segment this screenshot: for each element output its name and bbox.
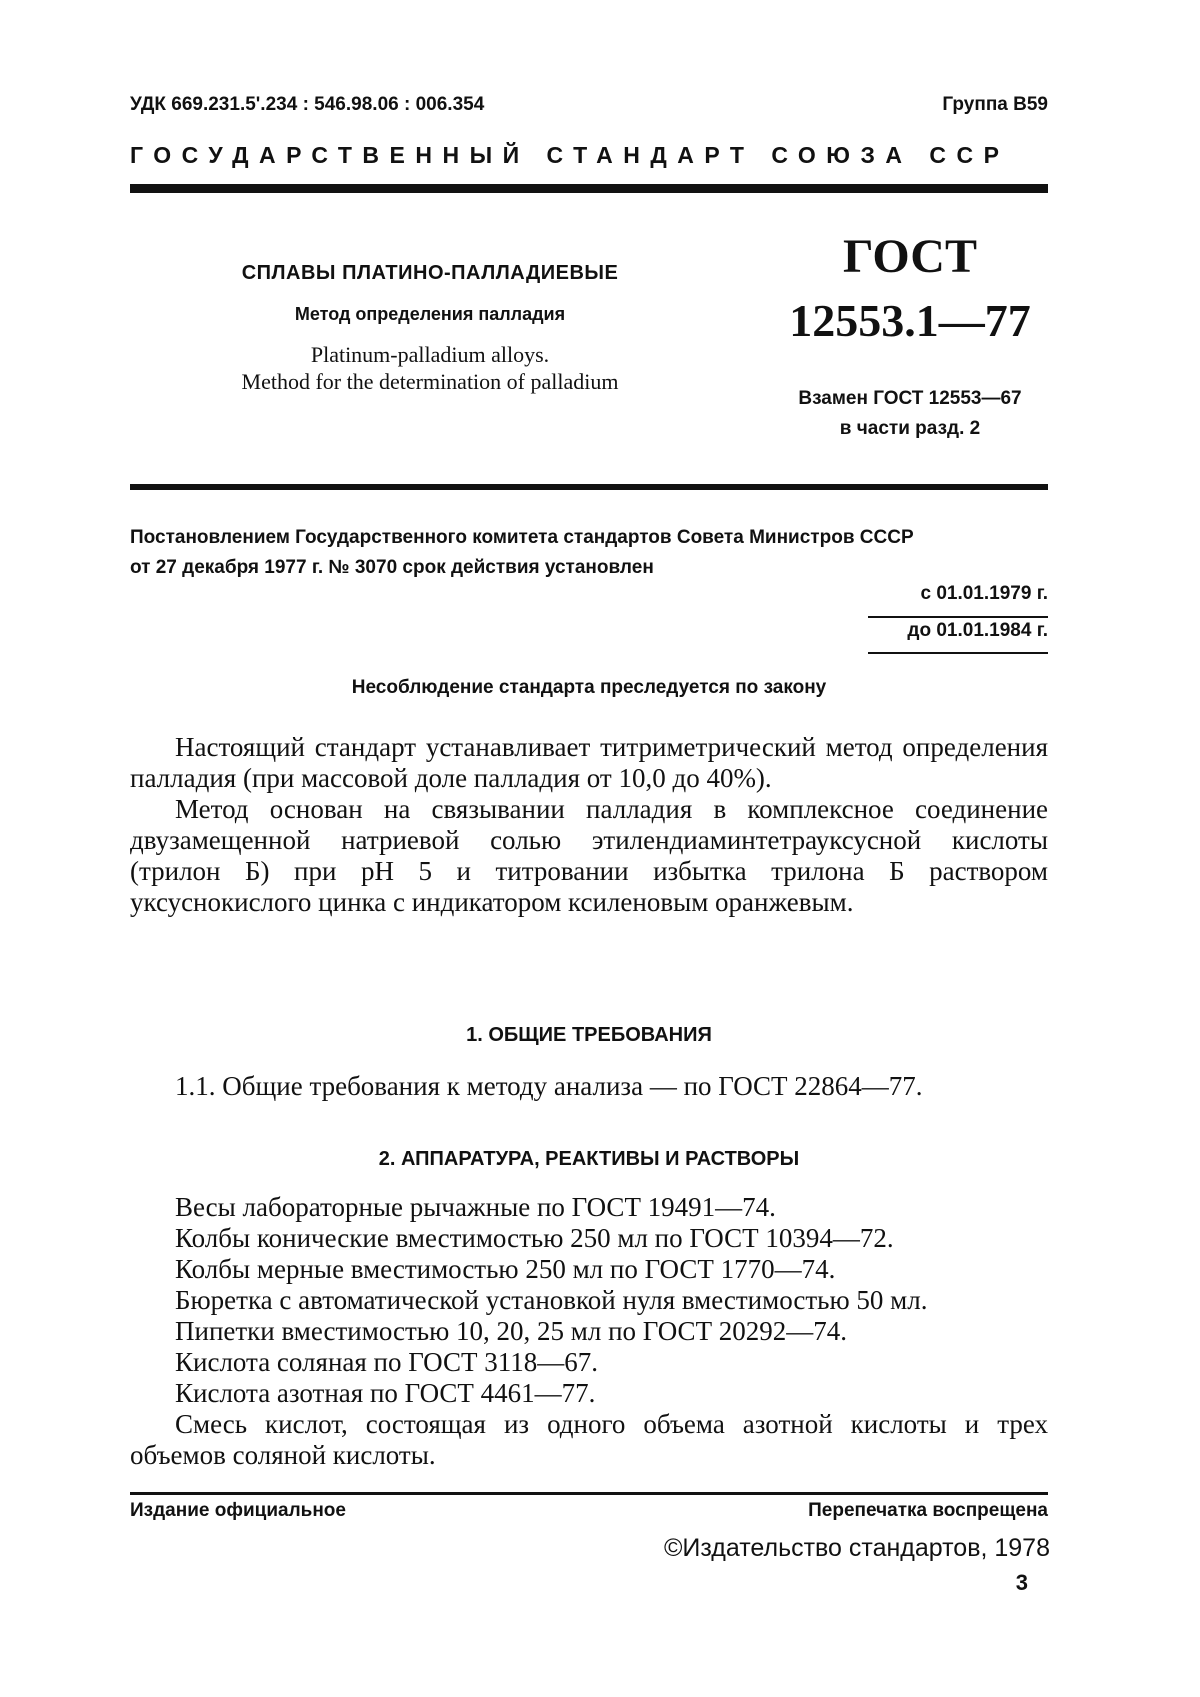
- footer-rule: [130, 1492, 1048, 1495]
- udk-code: УДК 669.231.5'.234 : 546.98.06 : 006.354: [130, 94, 485, 115]
- date-rule-2: [868, 652, 1048, 654]
- list-item: Пипетки вместимостью 10, 20, 25 мл по ГОСТ 20292—74.: [175, 1316, 848, 1346]
- law-notice: Несоблюдение стандарта преследуется по закону: [351, 677, 827, 698]
- title-block: [130, 262, 730, 395]
- title-en: [130, 341, 730, 395]
- gost-label: ГОСТ: [843, 230, 977, 283]
- intro-paragraph-2: Метод основан на связывании палладия в комплексное соединение двузамещенной натриевой солью этилендиаминтетрауксусной кислоты (трилон Б) при pH 5 и титровании избытка трилона Б раствором уксуснокислого цинка с индикатором ксиленовым оранжевым.: [130, 794, 1048, 917]
- publisher-copyright: ©Издательство стандартов, 1978: [664, 1534, 1050, 1562]
- replaces-line1: Взамен ГОСТ 12553—67: [798, 388, 1022, 409]
- acid-mixture-paragraph: Смесь кислот, состоящая из одного объема азотной кислоты и трех объемов соляной кислоты.: [130, 1409, 1048, 1470]
- section-1-heading: 1. ОБЩИЕ ТРЕБОВАНИЯ: [466, 1024, 712, 1046]
- group-code: Группа В59: [942, 94, 1048, 115]
- resolution-line1: Постановлением Государственного комитета стандартов Совета Министров СССР: [130, 527, 914, 548]
- gost-block: [760, 230, 1060, 444]
- method-ru: Метод определения палладия: [294, 304, 566, 324]
- title-ru: СПЛАВЫ ПЛАТИНО-ПАЛЛАДИЕВЫЕ: [241, 262, 619, 284]
- list-item: Кислота азотная по ГОСТ 4461—77.: [175, 1378, 596, 1408]
- middle-rule: [130, 484, 1048, 490]
- gost-number: 12553.1—77: [789, 295, 1031, 346]
- page-number: 3: [1015, 1570, 1028, 1595]
- date-rule-1: [868, 616, 1048, 618]
- list-item: Колбы мерные вместимостью 250 мл по ГОСТ 1770—74.: [175, 1254, 836, 1284]
- resolution-text: [130, 523, 1050, 583]
- list-item: Бюретка с автоматической установкой нуля вместимостью 50 мл.: [175, 1285, 928, 1315]
- state-standard-banner: ГОСУДАРСТВЕННЫЙ СТАНДАРТ СОЮЗА ССР: [130, 142, 1010, 168]
- list-item: Весы лабораторные рычажные по ГОСТ 19491—74.: [175, 1192, 776, 1222]
- list-item: Колбы конические вместимостью 250 мл по ГОСТ 10394—72.: [175, 1223, 894, 1253]
- title-en-line2: Method for the determination of palladium: [241, 369, 619, 394]
- section-1-item: 1.1. Общие требования к методу анализа — по ГОСТ 22864—77.: [175, 1071, 923, 1101]
- intro-text: [130, 732, 1048, 918]
- resolution-line2: от 27 декабря 1977 г. № 3070 срок действия установлен: [130, 557, 654, 578]
- edition-note: Издание официальное: [130, 1500, 346, 1521]
- replaces-line2: в части разд. 2: [839, 418, 981, 439]
- intro-paragraph-1: Настоящий стандарт устанавливает титриметрический метод определения палладия (при массовой доле палладия от 10,0 до 40%).: [130, 732, 1048, 793]
- title-en-line1: Platinum-palladium alloys.: [310, 342, 550, 367]
- validity-from: с 01.01.1979 г.: [920, 583, 1048, 604]
- replaces-note: [760, 384, 1060, 444]
- reprint-note: Перепечатка воспрещена: [808, 1500, 1048, 1521]
- validity-to: до 01.01.1984 г.: [907, 620, 1048, 641]
- top-rule: [130, 184, 1048, 193]
- equipment-list: [130, 1192, 1048, 1471]
- list-item: Кислота соляная по ГОСТ 3118—67.: [175, 1347, 599, 1377]
- section-2-heading: 2. АППАРАТУРА, РЕАКТИВЫ И РАСТВОРЫ: [378, 1148, 800, 1170]
